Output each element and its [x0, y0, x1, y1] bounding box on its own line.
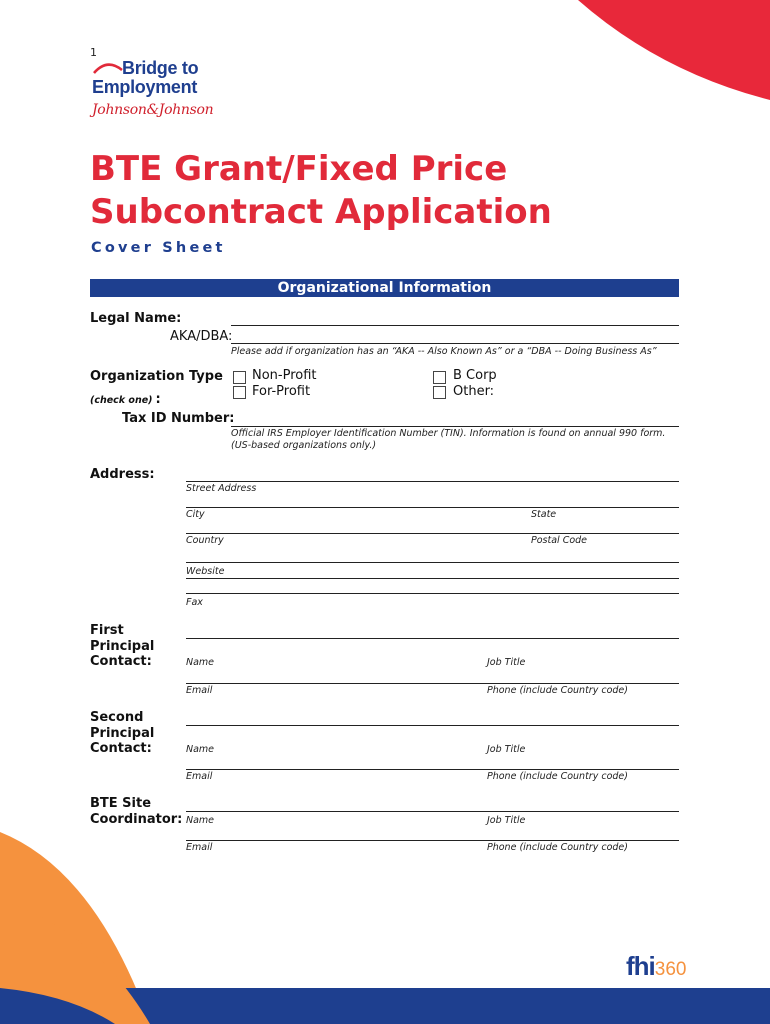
first-contact-label: [90, 623, 154, 670]
second-contact-label-l1: Second: [90, 710, 144, 725]
first-contact-name-field[interactable]: [186, 638, 679, 639]
fax-hint: Fax: [186, 597, 203, 608]
b-corp-label: B Corp: [453, 368, 497, 383]
site-coordinator-label: [90, 796, 182, 827]
state-hint: State: [531, 509, 557, 520]
johnson-johnson-logo: Johnson&Johnson: [92, 102, 214, 118]
non-profit-checkbox[interactable]: [233, 371, 246, 384]
arc-icon: [92, 60, 126, 74]
postal-code-hint: Postal Code: [531, 535, 588, 546]
for-profit-label: For-Profit: [252, 384, 311, 399]
first-contact-label-l2: Principal: [90, 638, 155, 654]
country-hint: Country: [186, 535, 224, 546]
second-contact-name-field[interactable]: [186, 725, 679, 726]
first-contact-email-field[interactable]: [186, 683, 679, 684]
aka-field[interactable]: [231, 343, 679, 344]
city-state-field[interactable]: [186, 507, 679, 508]
site-coordinator-email-hint: Email: [186, 842, 213, 853]
second-contact-email-field[interactable]: [186, 769, 679, 770]
site-coordinator-phone-hint: Phone (include Country code): [487, 842, 628, 853]
first-contact-label-l1: First: [90, 623, 124, 638]
aka-label: AKA/DBA:: [170, 329, 233, 344]
site-coordinator-name-field[interactable]: [186, 811, 679, 812]
aka-hint: Please add if organization has an “AKA -- Also Known As” or a “DBA -- Doing Business As”: [231, 346, 657, 357]
org-type-label: Organization Type: [90, 369, 223, 384]
first-contact-job-title-hint: Job Title: [487, 657, 526, 668]
section-header: Organizational Information: [90, 279, 679, 297]
other-label: Other:: [453, 384, 495, 399]
legal-name-label: Legal Name:: [90, 311, 182, 326]
tax-id-field[interactable]: [231, 426, 679, 427]
bridge-to-employment-logo: [92, 58, 222, 100]
second-contact-email-hint: Email: [186, 771, 213, 782]
check-one-label: [90, 388, 161, 407]
non-profit-label: Non-Profit: [252, 368, 317, 383]
site-coordinator-label-l1: BTE Site: [90, 796, 152, 811]
b-corp-checkbox[interactable]: [433, 371, 446, 384]
fhi-text: fhi: [626, 951, 655, 981]
first-contact-phone-hint: Phone (include Country code): [487, 685, 628, 696]
site-coordinator-job-title-hint: Job Title: [487, 815, 526, 826]
fhi360-logo: [626, 952, 686, 984]
page-title-line2: Subcontract Application: [90, 192, 552, 232]
page-number: 1: [90, 46, 97, 59]
website-field[interactable]: [186, 562, 679, 563]
site-coordinator-email-field[interactable]: [186, 840, 679, 841]
address-label: Address:: [90, 467, 155, 482]
second-contact-phone-hint: Phone (include Country code): [487, 771, 628, 782]
second-contact-name-hint: Name: [186, 744, 215, 755]
logo-text-line1: Bridge to: [122, 58, 199, 78]
website-hint: Website: [186, 566, 225, 577]
site-coordinator-label-l2: Coordinator:: [90, 811, 183, 827]
country-postal-field[interactable]: [186, 533, 679, 534]
red-swoosh-shape: [578, 0, 770, 100]
page-title-line1: BTE Grant/Fixed Price: [90, 149, 508, 189]
first-contact-name-hint: Name: [186, 657, 215, 668]
tax-id-label: Tax ID Number:: [122, 411, 235, 426]
page-subtitle: Cover Sheet: [91, 240, 226, 256]
fhi-number: 360: [654, 959, 687, 980]
second-contact-label-l2: Principal: [90, 725, 155, 741]
page-title: [90, 148, 552, 234]
first-contact-label-l3: Contact:: [90, 654, 152, 669]
check-one-colon: :: [155, 392, 161, 407]
check-one-text: (check one): [90, 395, 153, 406]
street-address-hint: Street Address: [186, 483, 257, 494]
first-contact-email-hint: Email: [186, 685, 213, 696]
site-coordinator-name-hint: Name: [186, 815, 215, 826]
tax-id-hint: Official IRS Employer Identification Number (TIN). Information is found on annual 990 form. (US-based organizations only.): [231, 428, 666, 451]
for-profit-checkbox[interactable]: [233, 386, 246, 399]
logo-text-line2: Employment: [92, 77, 198, 97]
website-underline[interactable]: [186, 578, 679, 579]
city-hint: City: [186, 509, 205, 520]
second-contact-label-l3: Contact:: [90, 741, 152, 756]
legal-name-field[interactable]: [231, 325, 679, 326]
second-contact-job-title-hint: Job Title: [487, 744, 526, 755]
second-contact-label: [90, 710, 154, 757]
fax-field[interactable]: [186, 593, 679, 594]
other-checkbox[interactable]: [433, 386, 446, 399]
street-address-field[interactable]: [186, 481, 679, 482]
